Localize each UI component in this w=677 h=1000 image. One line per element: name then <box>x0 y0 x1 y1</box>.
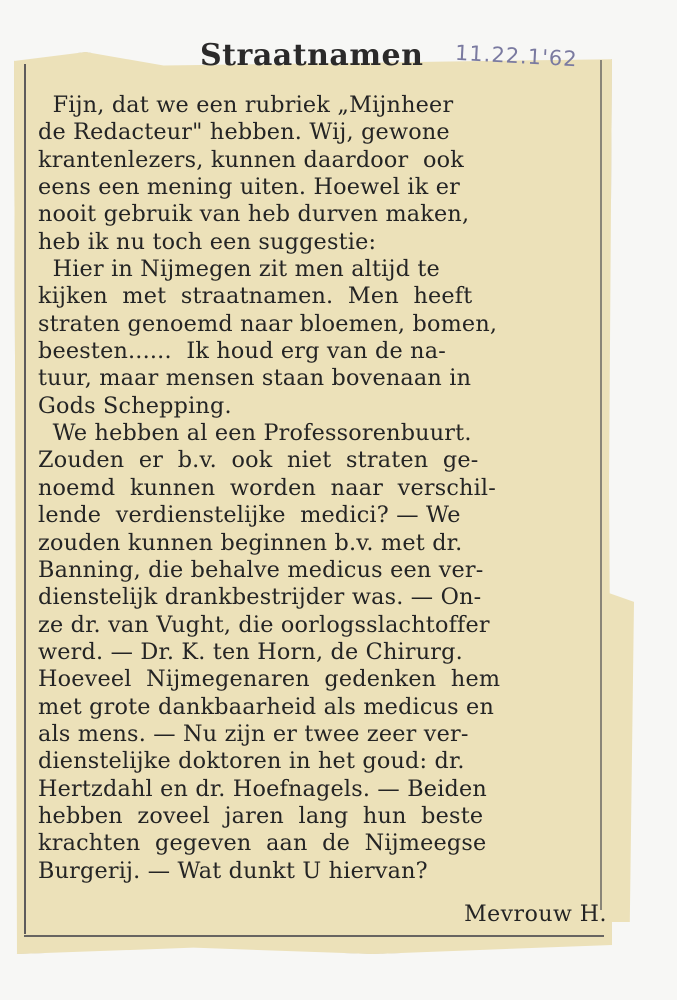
handwritten-date: 11.22.1'62 <box>454 40 579 72</box>
article-line: zouden kunnen beginnen b.v. met dr. <box>38 529 463 556</box>
article-line: Hertzdahl en dr. Hoefnagels. — Beiden <box>38 775 487 802</box>
headline: Straatnamen <box>200 38 424 73</box>
article-line: heb ik nu toch een suggestie: <box>38 228 377 255</box>
article-line: Fijn, dat we een rubriek „Mijnheer <box>38 92 454 118</box>
article-line: kijken met straatnamen. Men heeft <box>38 283 473 310</box>
paper-scrap <box>606 592 634 922</box>
article-line: hebben zoveel jaren lang hun beste <box>38 802 484 829</box>
article-line: dienstelijke doktoren in het goud: dr. <box>38 748 465 775</box>
article-line: beesten...... Ik houd erg van de na- <box>38 338 446 365</box>
article-line: lende verdienstelijke medici? — We <box>38 502 461 529</box>
article-line: Hier in Nijmegen zit men altijd te <box>38 256 440 283</box>
article-line: werd. — Dr. K. ten Horn, de Chirurg. <box>38 638 463 665</box>
article-line: Zouden er b.v. ook niet straten ge- <box>38 447 479 474</box>
article-line: We hebben al een Professorenbuurt. <box>38 420 472 447</box>
article-line: Gods Schepping. <box>38 392 232 419</box>
article-line: eens een mening uiten. Hoewel ik er <box>38 174 460 201</box>
article-line: de Redacteur" hebben. Wij, gewone <box>38 119 450 146</box>
article-line: ze dr. van Vught, die oorlogsslachtoffer <box>38 611 490 638</box>
article-line: tuur, maar mensen staan bovenaan in <box>38 365 472 392</box>
article-line: straten genoemd naar bloemen, bomen, <box>38 310 498 337</box>
article-body <box>38 92 604 885</box>
article-line: noemd kunnen worden naar verschil- <box>38 474 496 501</box>
article-line: dienstelijk drankbestrijder was. — On- <box>38 584 482 611</box>
article-line: als mens. — Nu zijn er twee zeer ver- <box>38 720 469 747</box>
article-line: krantenlezers, kunnen daardoor ook <box>38 146 464 173</box>
article-line: Burgerij. — Wat dunkt U hiervan? <box>38 857 428 884</box>
article-line: met grote dankbaarheid als medicus en <box>38 693 495 720</box>
column-rule-bottom <box>24 935 604 937</box>
article-line: nooit gebruik van heb durven maken, <box>38 201 470 228</box>
column-rule-left <box>24 64 26 934</box>
article-line: Hoeveel Nijmegenaren gedenken hem <box>38 666 501 693</box>
article-line: Banning, die behalve medicus een ver- <box>38 556 484 583</box>
article-line: krachten gegeven aan de Nijmeegse <box>38 830 487 857</box>
signature: Mevrouw H. <box>464 902 607 927</box>
